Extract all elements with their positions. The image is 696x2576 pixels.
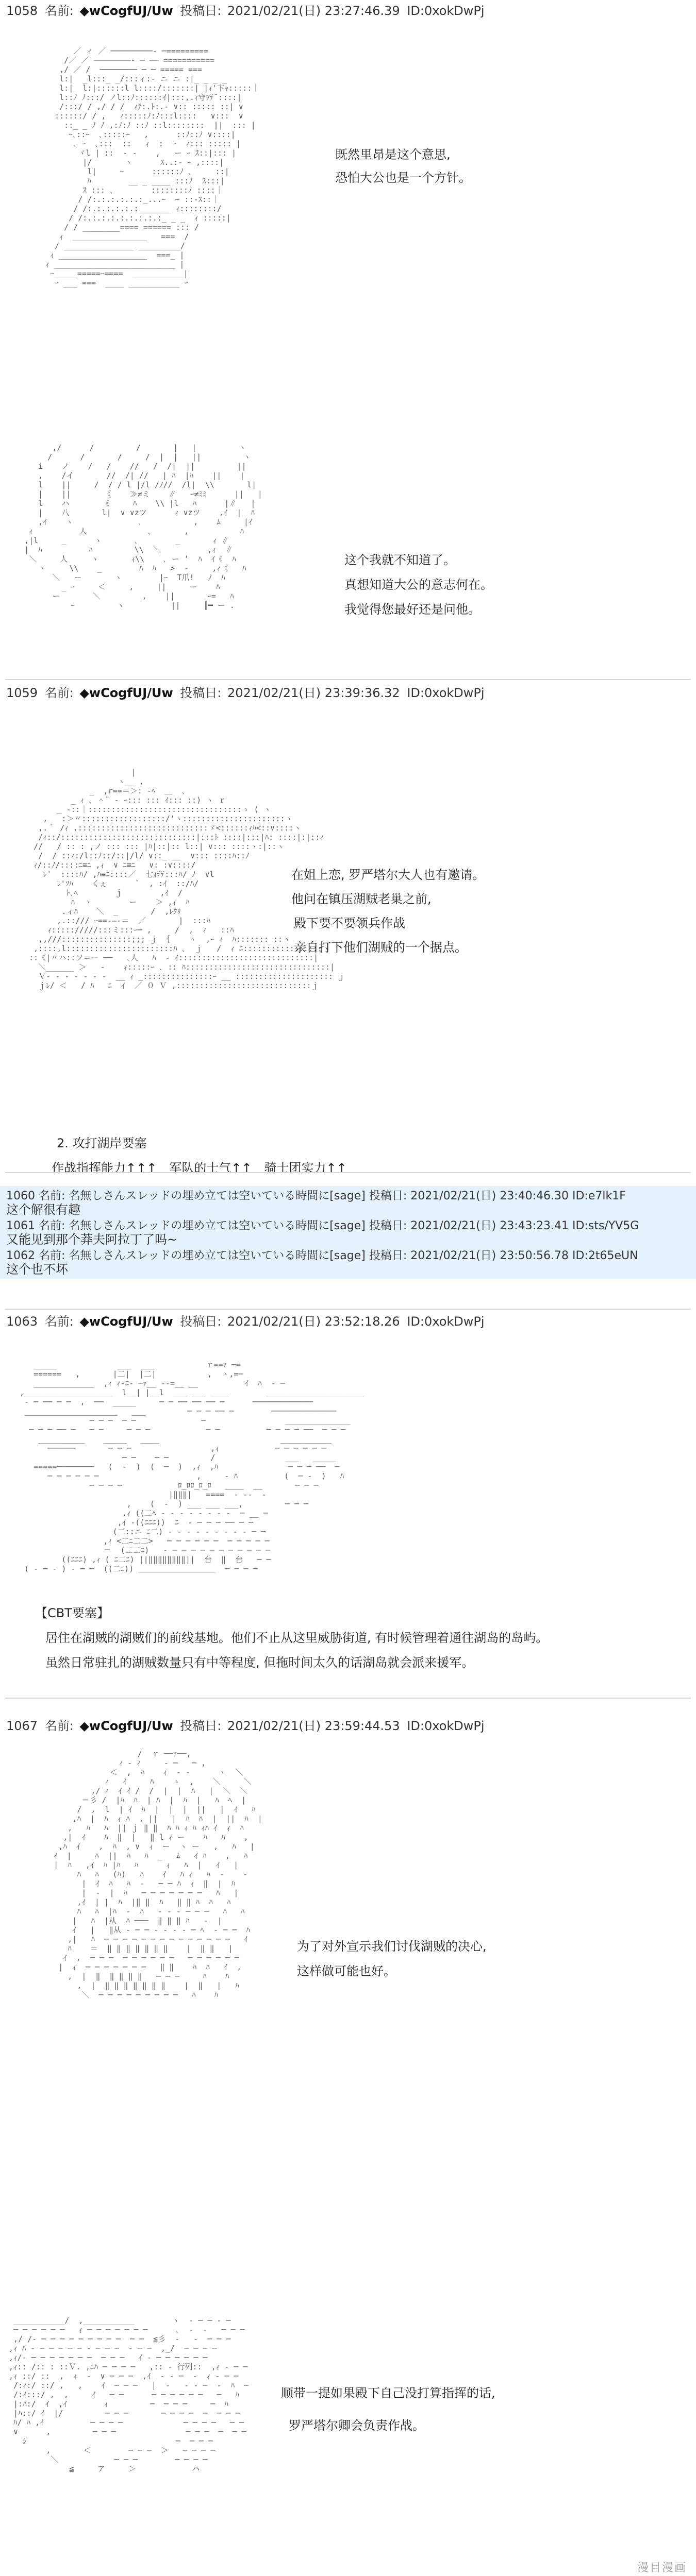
- post-date: 2021/02/21(日) 23:27:46.39: [227, 4, 400, 18]
- post-number[interactable]: 1058: [6, 4, 38, 18]
- info-line: 居住在湖贼的湖贼们的前线基地。他们不止从这里威胁街道, 有时候管理着通往湖岛的岛屿。: [45, 1631, 549, 1645]
- dialogue-line: 这个我就不知道了。: [344, 553, 456, 567]
- comment-text: 这个解很有趣: [6, 1202, 80, 1217]
- comment-header: [6, 1249, 638, 1263]
- comment-text: 又能见到那个莽夫阿拉丁了吗~: [6, 1232, 178, 1247]
- author-trip: ◆wCogfUJ/Uw: [79, 4, 173, 18]
- dialogue-line: 殿下要不要领兵作战: [294, 916, 405, 930]
- comment-author: 名無しさんスレッドの埋め立ては空いている時間に[sage]: [69, 1190, 366, 1202]
- name-label: 名前:: [44, 1314, 74, 1329]
- choice-effect: 作战指挥能力↑↑↑ 军队的士气↑↑ 骑士团实力↑↑: [52, 1161, 347, 1175]
- name-label: 名前:: [44, 4, 74, 18]
- date-label: 投稿日:: [369, 1249, 407, 1262]
- comment-header: [6, 1189, 626, 1204]
- comment-number[interactable]: 1062: [6, 1249, 35, 1262]
- dialogue-line: 为了对外宣示我们讨伐湖贼的决心,: [297, 1939, 487, 1954]
- comment-date: 2021/02/21(日) 23:50:56.78: [410, 1249, 569, 1262]
- date-label: 投稿日:: [369, 1190, 407, 1202]
- ascii-art-figure: ／ ィ ／ ─────────‐ ─========= /／ ／ ────────‐ ─ ── =========== ,/ ／ / ──────── ─ ─ ===== === l:| _l:::_ _/:::ィ:‐ ニ ニ :|_ _ _ _ l:| l:|::::::l l::::/:::::::| |ｨ'卞ｬ:::::｜ l::ﾉ ﾉ:::/ ノl::ﾉ::::::ｲ|:::,.ｨ守ｦﾃ¨::::| /:::/ / ,/ / / ｨﾃ:.ﾄ:.‐ ∨:: ::::: ::| ∨ ::::::/ / , ｨ:::::ﾉ:ﾉ:::l:::: ∨::: ∨ ::_ _ ﾉ ﾉ ,:ﾉ:ﾉ ::ﾉ ::l:::::::: || ::: | ｰ､::ｰ ､:::::ｰ , ::ﾉ::ﾉ ∨::::| ､ ｰ ､::: :: ｨ : ｰ ｨ::: ::::: | ヾl | :: ‐ ‐ , ー ｰ ｽ::|::: | |/ ヽ ｽ..:‐ ｰ ,::::| l| ｰ ::::::ﾉ ､ ::| ﾊ __ _ ____ :::ﾉ ｽ:::| ｽ ::: ､ ::::::::ﾉ ::::｜ / /:.:.:.:.:.:_...ｰ ~ ::‐ｽ::｜ / /:.:.:.:.:.:_______ ｨ::::::::/ / /:.:.:.:.:.:.:.:.:_ _ _ ｨ :::::| / / ________==== ====== ::: / ｨ ________________ === / / _______________ _________/ ｨ ___________________ ===_ | ｨ __________________________ | ｰ_____=====ｰ==== ___________| ｰ ___ === ____ ___________ ｰ: [45, 46, 260, 287]
- name-label: 名前:: [39, 1219, 65, 1232]
- dialogue-line: 既然里昂是这个意思,: [335, 147, 451, 162]
- date-label: 投稿日:: [369, 1219, 407, 1232]
- post-1067: [0, 1718, 696, 2573]
- dialogue-line: 在姐上恋, 罗严塔尔大人也有邀请。: [291, 868, 485, 882]
- post-1058: [0, 0, 696, 670]
- author-trip: ◆wCogfUJ/Uw: [79, 1314, 173, 1329]
- post-divider: [5, 1698, 691, 1699]
- post-date: 2021/02/21(日) 23:59:44.53: [227, 1719, 400, 1733]
- post-1063: [0, 1314, 696, 1716]
- dialogue-line: 恐怕大公也是一个方针。: [335, 171, 471, 185]
- name-label: 名前:: [39, 1190, 65, 1202]
- date-label: 投稿日:: [180, 1719, 222, 1733]
- author-trip: ◆wCogfUJ/Uw: [79, 1719, 173, 1733]
- post-number[interactable]: 1063: [6, 1314, 38, 1329]
- post-header: [6, 1314, 485, 1329]
- author-trip: ◆wCogfUJ/Uw: [79, 686, 173, 700]
- date-label: 投稿日:: [180, 1314, 222, 1329]
- post-divider: [5, 679, 691, 680]
- dialogue-line: 真想知道大公的意志何在。: [344, 578, 493, 592]
- ascii-art-figure: / ｒ ──ｧ──, ｨ ‐ ｨ ‐ ─ ─ , ＜ , ﾊ ｨ ‐ ‐ ヽ ＼ ｨ ｲ ﾊ ゝ , ＼ ＼ ,/ ｨ ｲ ｲ / / | | ﾊ | ＼ ＼ ＝彡 / |ﾊ ﾊ | ﾊ | ﾊ | ﾊ ﾍ | / , l | ｲ ﾊ | | | || | ｲ ﾊ ,ﾊ | ﾊ ｨ ﾊ , || | ﾊ ﾊ | || ﾊ | , ﾊ ﾊ || ｊ ‖ ‖ ﾊ ﾊ ｨ ﾊ ｨﾊ ｲ ｨ ﾊ ,| ｲ ﾊ ‖ | ‖ l ｨ ー ﾊ ﾊ , ,ﾊ ｲ , ﾊ , ∨ ｨ ー ヽ ー , ﾊ | ｲ | ﾊ || ﾊ ﾊ _ ﾑ ｲ ﾊ , ﾊ | ﾊ ,ｲ ﾊ |ﾊ ﾊ ｨ ﾊ | ｲ | ﾊ ﾊ (ﾊ) ﾊ ｲ ﾊ ｨ ﾊ ‐ ‐ | ｲ ﾊ ﾊ ‐ ─ ─ ﾊ ｨ ‖ | ﾊ | ‐ | ﾊ ─ ─ ─ ─ ─ ─ ─ ﾊ | ,ｲ | | ﾊ |‖ ‖ ﾊ ‖ ‖ ﾊ ﾊ ﾊ ﾊ ﾊ |ﾊ ‐ ﾊ ‐ ‐ ‐ ─ ─ ─ ﾊ ﾊ | ﾊ |从 ﾊ ─── ‖ ‖ ‖ ﾊ ‐ | ｲ | ‖从 ‐ ─ ─ ‐ ‐ ‐ ‐ ─ ﾍ ‐ ─ ─ ﾊ ,| ﾊ ─ ─ ─ ─ ─ ─ ─ ─ ─ ─ ─ ─ ─ ─ ｲ ﾊ ＝ ‖ ‖ ‖ ‖ ‖ ‖ ‖ | ‖ ‖ | ｲ , ─ ─ ─ ─ ─ ─ ─ ─ ─ ─ ─ ─ ─ ─ ─ | ｨ ─ ─ ─ ─ ─ ─ ─ ‖ ‖ ﾊ ﾊ ｲ , , | ‖ ‖ ‖ ‖ ‖ ─ ─ ─ ﾊ ﾊ , | ‖ ‖ ‖ ‖ ‖ ‖ ‖ | ‖ | ﾊ ＼ ─ ─ ─ ─ ─ ─ ─ ─ ─ ﾊ ﾊ: [54, 1749, 262, 1999]
- name-label: 名前:: [44, 1719, 74, 1733]
- comment-date: 2021/02/21(日) 23:43:23.41: [410, 1219, 569, 1232]
- ascii-art-figure: ,/ / / | | ヽ / / / / | | || ヽ i ノ / / // / /| || || , /イ // /| // | ﾊ |ﾊ || | l || / / / l |/l /ﾉ// /l| \\ l| | || 《 ≫≠ミ ∥ ｰ≠ﾐﾐ || | l ハ 《 ﾊ \\ |l ﾊ |∥ | | 八 l| ∨ ∨zツ ｨ ∨zツ ,ｲ | ﾊ ,ｲ ヽ ､ , ﾑ |ｲ ｨ 人 ､ , ﾊ ,|l _ ヽ ､ _ ｨ ∥ | ﾊ ﾊ \\ ＼ ,ｨ ∥ ＼ 人 ヽ ｨ\\ ､ ー ' ﾊ ｲ《 ﾊ ヽ \\ _ ﾊ ﾊ > ‐ ,ｨ《 ﾊ ＼ ー ヽ |ｰ T爪! ﾉ ﾊ _ ｰ ＜ , || ー ﾊ ー ＼ , || ｰ= ﾊ ｰ ヽ || ┃━ ー .: [24, 443, 262, 610]
- comment-author: 名無しさんスレッドの埋め立ては空いている時間に[sage]: [69, 1249, 366, 1262]
- dialogue-line: 顺带一提如果殿下自己没打算指挥的话,: [281, 2386, 495, 2400]
- comment-author: 名無しさんスレッドの埋め立ては空いている時間に[sage]: [69, 1219, 366, 1232]
- post-number[interactable]: 1067: [6, 1719, 38, 1733]
- info-line: 虽然日常驻扎的湖贼数量只有中等程度, 但拖时间太久的话湖岛就会派来援军。: [45, 1655, 474, 1670]
- date-label: 投稿日:: [180, 686, 222, 700]
- info-title: 【CBT要塞】: [35, 1606, 109, 1620]
- post-header: [6, 685, 485, 701]
- post-date: 2021/02/21(日) 23:52:18.26: [227, 1314, 400, 1329]
- post-number[interactable]: 1059: [6, 686, 38, 700]
- site-watermark: 漫目漫画: [637, 2562, 687, 2574]
- post-header: [6, 1718, 485, 1734]
- user-id[interactable]: ID:sts/YV5G: [572, 1219, 639, 1232]
- comment-number[interactable]: 1060: [6, 1190, 35, 1202]
- comment-text: 这个也不坏: [6, 1262, 68, 1277]
- date-label: 投稿日:: [180, 4, 222, 18]
- post-divider: [5, 1309, 691, 1310]
- post-header: [6, 3, 485, 19]
- post-1059: [0, 685, 696, 1195]
- dialogue-line: 罗严塔尔卿会负责作战。: [289, 2418, 425, 2433]
- comment-date: 2021/02/21(日) 23:40:46.30: [410, 1190, 569, 1202]
- name-label: 名前:: [39, 1249, 65, 1262]
- user-id[interactable]: ID:0xokDwPj: [407, 1314, 485, 1329]
- user-id[interactable]: ID:e7lk1F: [572, 1190, 626, 1202]
- user-id[interactable]: ID:0xokDwPj: [407, 4, 485, 18]
- user-id[interactable]: ID:0xokDwPj: [407, 686, 485, 700]
- dialogue-line: 他问在镇压湖贼老巢之前,: [291, 892, 432, 906]
- comment-number[interactable]: 1061: [6, 1219, 35, 1232]
- dialogue-line: 这样做可能也好。: [297, 1964, 396, 1978]
- comment-header: [6, 1219, 639, 1233]
- post-date: 2021/02/21(日) 23:39:36.32: [227, 686, 400, 700]
- reader-comments: [0, 1186, 696, 1279]
- ascii-art-figure: | ヽ__ , _ ,r==＝＞: ‐ﾍ ＿ ､ _ ｨ ､ ＾¨ ‐ ｰ::: ::: ｲ::: ::) ヽ ｒ _ ‐::｜:::::::::::::::::::::::::::::::::ゝ ( ヽ , :＞〃::::::::::::::::::/'ヽ::::::::::::::::::::::ヽ ,.｀ /ｨ ,::::::::::::::::::::::::::::ゞ<::::::ｨﾊ<::∨::::ヽ /ｨ::/:::::::::::::::::::::::::::::|:::ﾄ ::::|:::|ﾊ: ::::|:|::ｨ // / :: : ,ノ ::: ::: |ﾊ|::|:: l::| ∨::: ::::ヽ:|::ヽ / / ::ｨ:/l::ﾉ::/::|/l/ ∨::_ __ ∨::: ::::ﾊ::ﾉ ｨ/::ﾉ/::::ﾆ≡ﾆ ,ｨ ∨ ﾆ≡ﾆ ∨: :∨::::/ ﾚ' ::::ﾊ/ ,ﾊ≡ﾆ::::／ 七ｫﾃﾃ:::ﾊ/ ﾉ ∨l ﾚ'ｿﾊ くぇ ` , :ｲ ::/ﾊ/ ﾄ､ﾍ ｊ ,ｲ / ﾊ ヽ ー ＞ ,ｨ ﾊ .ィﾊ ＼ _ / ,ﾚｸﾘ ,.::/// ｰ==‐―‐＝ ／ | :::ﾊ ｨ::::://///:::ミ:::ｰ─ , / , ｨ ::ﾊ ,,///:::::::::::::::;;; ｊ ｛ ヽ ,ｰ ｨ ﾊ::::::: ::ヽ ,::::,l:::::::::::::::::::::::ﾊ ､ ｊ / ｨ ﾆ:::::::::::::::::ヽ ::《|〃ハ::ソ＝ー ── ､人 ﾊ ‐ ｲ:::::::::::::::::::::::::::::| ＼______ ＞ ‐ ｨ:::::ｰ ､ :: ﾊ:::::::::::::::::::::::::::::::| Ｖ‐ ‐ ‐ ‐ ‐ ‐ ‐ __ ｨ _:::::::::::::::ｰ __ ::::::::::::::::::::: ｊ ｊﾚ/ ＜ / ﾊ ﾆ ｲ ／ ０ Ｖ ,:::::::::::::::::::::::::::::ｊ: [29, 768, 346, 990]
- dialogue-line: 我觉得您最好还是问他。: [344, 602, 480, 617]
- post-divider: [5, 1172, 691, 1173]
- choice-title: 2. 攻打湖岸要塞: [57, 1136, 147, 1150]
- name-label: 名前:: [44, 686, 74, 700]
- ascii-art-fortress: _____ ___ ___ ｒ==ｧ ─= ====== , |二| |二| , ヽ,=─ _____________ ,ｨ ｨ‐ﾆ‐ ─ｧ__ ‐-=__ __ ｲ ﾊ ‐ ─ ,___________________ l__| |__l ___ ___ ____ _____________________ ‐ ─ ── ─ ─ , ── _____ ─ ─ ── ── ── ─ ───────────── ____________________ ___ ─ ─ ─ ── ─ ────────────── ─ ─ ─ ─ ─ ─ ______________ ─ ─ ─ ── ─ ─ ─ ─ ─ ─ ─ ─ ─ ─ ─ ─ ── ─ ─ ─ __________ _____ ____ ___________ ────── ─ ─ ─ ,ｨ ─ ─ ─ ─ ─ ─ ─ ─ ─ ─ / ___ _____ =====──────── ( ‐ ) ( ─ ) ,ｨ ,ﾊ ─ ─ ─ ── ─ ─ ─ ─ ─ ─ ─ , ‐ ﾊ ( ─ ‐ ) ﾊ ─ ─ ─ ─ ﾛ_ﾛﾛ_ﾛ_ﾛ ____ __ ─ ─ ─ |‖‖‖| ==== ‐ ‐‐ ‐ , ( ‐ ) ___ ___ ___, ─ ─ ─ ,ｨ ((二ﾍ ‐ ‐ ‐ ‐ ‐ ‐ ‐ ‐ ─ __ ─ ,ｲ ‐((ﾆﾆﾆ)) ﾆ ‐ ─ ─ ─ ── ─ ─ (二::ニ ﾆ二) ‐ ‐ ‐ ‐ ‐ ‐ ‐ ‐ ‐ ─ ─ ,ｨ <二ﾆ二二> ─ ─ ─ ─ ─ ─ ─ ─ ─ ─ ─ ＝ (二二ﾆ) ‐ ─ ─ ─ ─ ─ ─ ─ ─ ─ ─ ─ ((ﾆﾆﾆ) ,ｨ ( ﾆ二ﾆ) ||‖‖‖‖‖‖‖‖|| 台 ‖ 台 ─ ─ ( ‐ ─ ‐ ) ‐ ─ ─ ((二ﾆ)) ＿＿＿＿＿＿＿＿＿＿ ─ ─ ─ ─: [20, 1360, 364, 1573]
- ascii-art-figure: ___________/ ,___________ ヽ ‐ ─ ─ ‐ ─ ─ ─ ─ ─ ─ ─ ｨ ─ ─ ─ ─ ─ ─ ─ ､ ‐ ‐ ─ ─ ─ ,/ /‐ ─ ─ ─ ─ ─ ─ ─ ─ ─ ─ ─ ≦彡 ‐ ‐ ─ ─ ─ ,ｨ ﾊ ‐ ─ ─ ─ ─ ─ ‐ ─ ─ ─ ‐ ─ ─ ,_/ ─ ─ ─ ─ ,ｨ/‐ ─ ─ ─ ─ ─ ─ ─ ─ ─ ─ ｲ ‐ ─ ─ ─ ─ ─ ─ ,ｨ:: /:: : ::Ｖ. ,ﾆﾊ ─ ─ ─ ─ ,:: ‐ 行列:: ,ｨ ‐ ─ ─ ,ｨ ::/ :: , ｨ ‐ ∨ ─ ─ ─ ,ｲ ‐ ‐ ─ ‐ ｨ ‐ ─ ─ /:ｨ:/ ::/ , , ｲ ─ ─ ─ | ‐ ‐ ‐ ─ ‐ ﾊ ─ /:ｲ:::/ , , ｲ ─ ─ ─ ─ ─ ─ ─ ─ ─ ﾊ |:ﾊ:/ ｲ ,ｲ ｨ ─ ─ ─ ─ ─ ﾊ |ﾊ::/ ｲ |/ ─ ─ ─ ─ ─ ─ ─ ─ ─ ─ ─ ﾊ/ ﾊ ,ｲ ─ ─ ─ ─ ─ ─ ─ ─ ─ ─ ∨ , ─ ─ ─ ─ ─ ─ ─ ─ ─ ｼ ─ ─ ─ ─ , ＜ ─ ─ ─ ＞ ─ ─ ─ ─ ＼ ─ ─ ─ ─ ─ ─ ─ ≦ ア ＞ ハ: [9, 2316, 249, 2473]
- user-id[interactable]: ID:0xokDwPj: [407, 1719, 485, 1733]
- user-id[interactable]: ID:2t65eUN: [572, 1249, 638, 1262]
- dialogue-line: 亲自打下他们湖贼的一个据点。: [294, 940, 467, 955]
